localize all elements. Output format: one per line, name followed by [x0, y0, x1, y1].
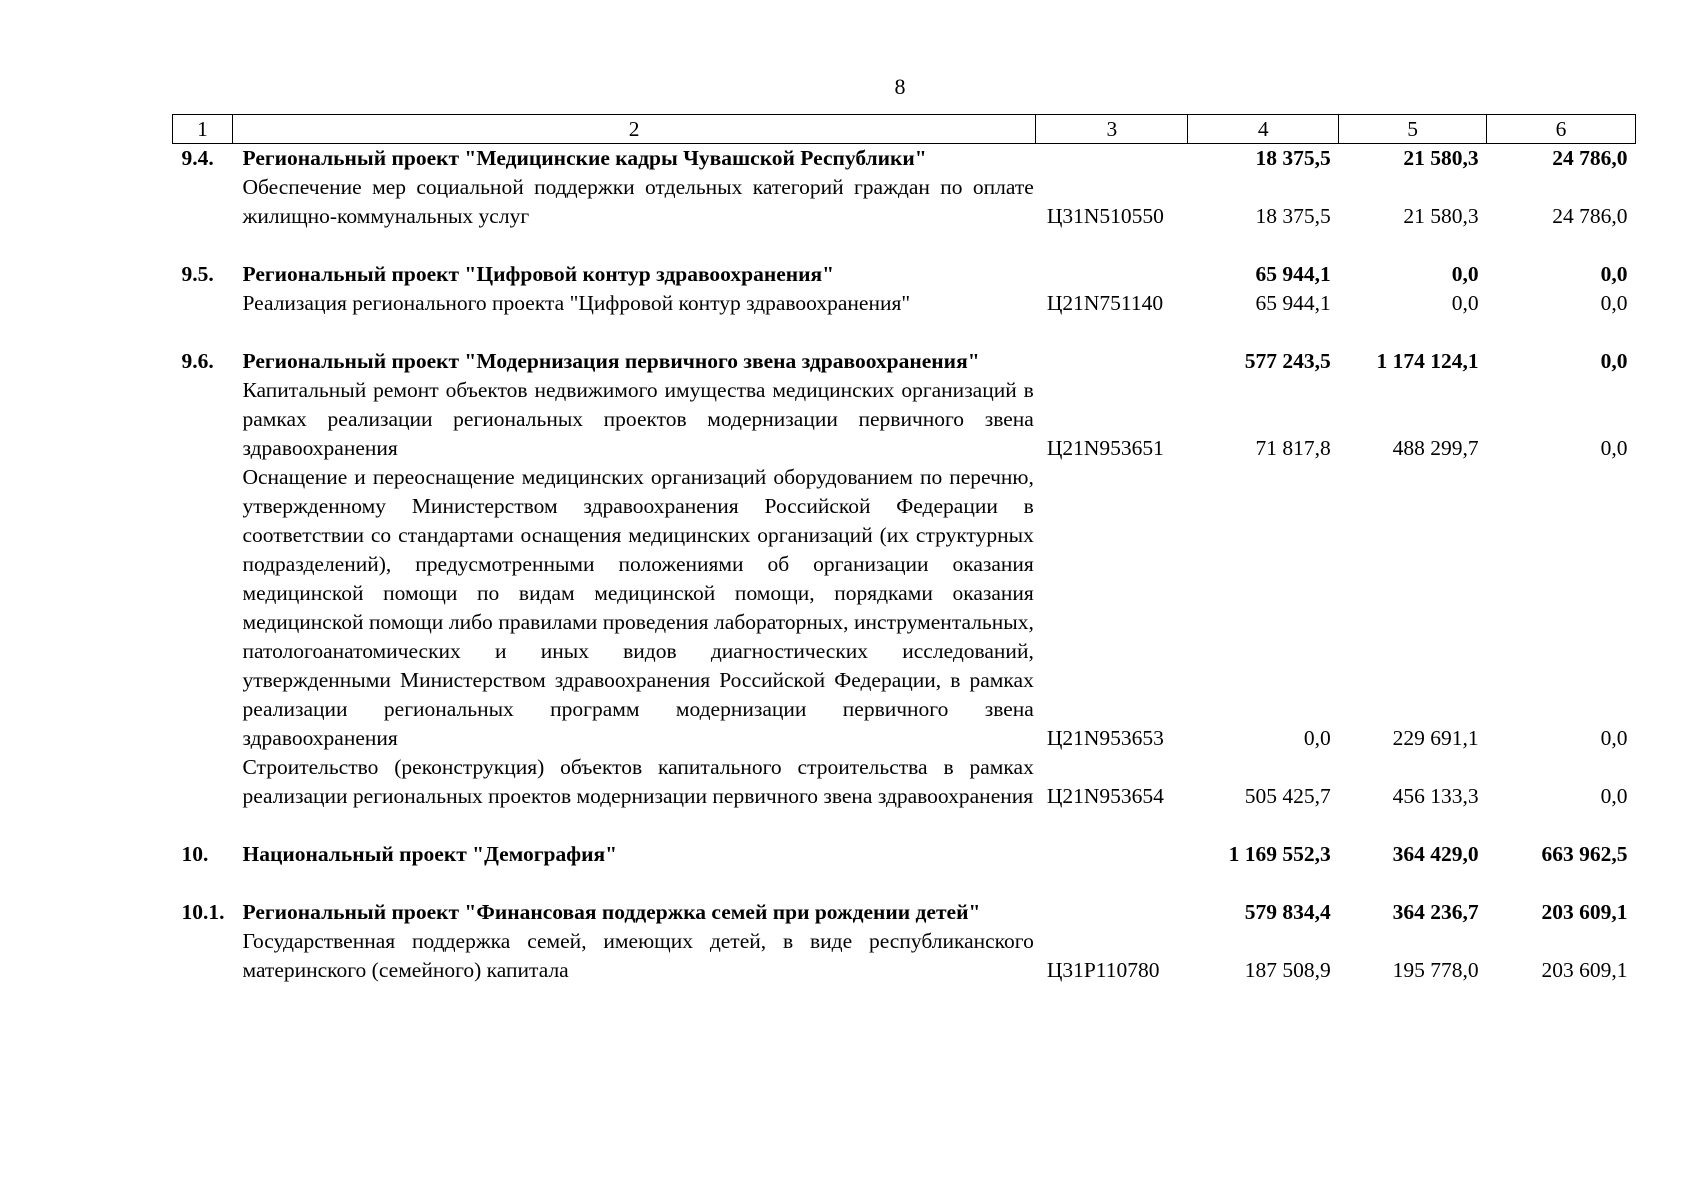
amount-col5: 488 299,7	[1392, 436, 1479, 460]
amount-col6: 203 609,1	[1541, 900, 1628, 924]
amount-col4: 577 243,5	[1244, 349, 1331, 373]
amount-col6: 24 786,0	[1552, 204, 1628, 228]
row-index	[173, 927, 233, 985]
amount-col4: 18 375,5	[1255, 146, 1331, 170]
table-body	[173, 144, 1636, 986]
section-row	[173, 144, 1636, 174]
section-row	[173, 840, 1636, 869]
amount-col5: 21 580,3	[1403, 146, 1479, 170]
amount-col5: 364 429,0	[1392, 842, 1479, 866]
row-index: 10.1.	[181, 900, 225, 924]
amount-col4: 65 944,1	[1255, 262, 1331, 286]
amount-col4: 65 944,1	[1255, 291, 1331, 315]
column-header: 4	[1188, 115, 1339, 144]
budget-code	[1036, 144, 1188, 174]
row-description: Региональный проект "Медицинские кадры Чувашской Республики"	[242, 146, 927, 170]
column-header: 5	[1339, 115, 1487, 144]
column-header: 2	[232, 115, 1035, 144]
amount-col4: 18 375,5	[1255, 204, 1331, 228]
amount-col5: 21 580,3	[1403, 204, 1479, 228]
spacer-cell	[173, 869, 1636, 898]
spacer-cell	[173, 811, 1636, 840]
amount-col5: 0,0	[1451, 291, 1479, 315]
budget-code	[1036, 840, 1188, 869]
spacer-cell	[173, 231, 1636, 260]
amount-col6: 0,0	[1600, 262, 1628, 286]
item-row	[173, 173, 1636, 231]
amount-col5: 195 778,0	[1392, 958, 1479, 982]
budget-code: Ц21N953654	[1046, 784, 1164, 808]
budget-code: Ц21N751140	[1046, 291, 1164, 315]
row-description: Национальный проект "Демография"	[242, 842, 618, 866]
amount-col6: 0,0	[1600, 726, 1628, 750]
row-index	[173, 753, 233, 811]
amount-col5: 456 133,3	[1392, 784, 1479, 808]
row-index: 10.	[181, 842, 209, 866]
row-description: Региональный проект "Цифровой контур здравоохранения"	[242, 262, 835, 286]
table-header	[173, 115, 1636, 144]
amount-col6: 0,0	[1600, 784, 1628, 808]
row-description: Региональный проект "Финансовая поддержка семей при рождении детей"	[242, 900, 981, 924]
section-row	[173, 898, 1636, 927]
row-index: 9.5.	[181, 262, 214, 286]
amount-col4: 505 425,7	[1244, 784, 1331, 808]
row-index: 9.6.	[181, 349, 214, 373]
item-row	[173, 753, 1636, 811]
row-index	[173, 376, 233, 463]
row-index	[173, 463, 233, 753]
page-number: 8	[894, 74, 906, 99]
amount-col6: 663 962,5	[1541, 842, 1628, 866]
amount-col5: 1 174 124,1	[1376, 349, 1479, 373]
section-row	[173, 260, 1636, 289]
amount-col6: 0,0	[1600, 349, 1628, 373]
spacer-row	[173, 869, 1636, 898]
row-description: Обеспечение мер социальной поддержки отдельных категорий граждан по оплате жилищно-коммунальных услуг	[242, 175, 1034, 228]
row-index: 9.4.	[181, 146, 214, 170]
budget-code: Ц31P110780	[1046, 958, 1160, 982]
amount-col6: 0,0	[1600, 436, 1628, 460]
spacer-row	[173, 811, 1636, 840]
spacer-row	[173, 318, 1636, 347]
row-description: Региональный проект "Модернизация первичного звена здравоохранения"	[242, 349, 980, 373]
amount-col4: 71 817,8	[1255, 436, 1331, 460]
budget-table	[172, 114, 1636, 985]
column-number-row	[173, 115, 1636, 144]
amount-col4: 187 508,9	[1244, 958, 1331, 982]
budget-code: Ц31N510550	[1046, 204, 1164, 228]
row-description: Государственная поддержка семей, имеющих детей, в виде республиканского материнского (семейного) капитала	[242, 929, 1034, 982]
item-row	[173, 289, 1636, 318]
item-row	[173, 463, 1636, 753]
section-row	[173, 347, 1636, 376]
row-description: Оснащение и переоснащение медицинских организаций оборудованием по перечню, утвержденному Министерством здравоохранения Российской Федерации в соответствии со стандартами оснащения медицинских организаций (их структурных подразделений), предусмотренными положениями об организации оказания медицинской помощи по видам медицинской помощи, порядками оказания медицинской помощи либо правилами проведения лабораторных, инструментальных, патологоанатомических и иных видов диагностических исследований, утвержденными Министерством здравоохранения Российской Федерации, в рамках реализации региональных программ модернизации первичного звена здравоохранения	[242, 465, 1034, 750]
row-description: Реализация регионального проекта "Цифровой контур здравоохранения"	[242, 291, 911, 315]
amount-col5: 229 691,1	[1392, 726, 1479, 750]
amount-col5: 364 236,7	[1392, 900, 1479, 924]
amount-col6: 203 609,1	[1541, 958, 1628, 982]
budget-code: Ц21N953653	[1046, 726, 1164, 750]
budget-code	[1036, 347, 1188, 376]
amount-col4: 0,0	[1303, 726, 1331, 750]
row-description: Капитальный ремонт объектов недвижимого имущества медицинских организаций в рамках реализации региональных проектов модернизации первичного звена здравоохранения	[242, 378, 1034, 460]
amount-col6: 0,0	[1600, 291, 1628, 315]
amount-col4: 579 834,4	[1244, 900, 1331, 924]
row-index	[173, 289, 233, 318]
budget-code	[1036, 898, 1188, 927]
amount-col5: 0,0	[1451, 262, 1479, 286]
spacer-row	[173, 231, 1636, 260]
column-header: 6	[1487, 115, 1636, 144]
amount-col4: 1 169 552,3	[1228, 842, 1331, 866]
column-header: 3	[1036, 115, 1188, 144]
spacer-cell	[173, 318, 1636, 347]
item-row	[173, 927, 1636, 985]
row-index	[173, 173, 233, 231]
budget-code: Ц21N953651	[1046, 436, 1164, 460]
row-description: Строительство (реконструкция) объектов капитального строительства в рамках реализации региональных проектов модернизации первичного звена здравоохранения	[242, 755, 1034, 808]
amount-col6: 24 786,0	[1552, 146, 1628, 170]
budget-code	[1036, 260, 1188, 289]
item-row	[173, 376, 1636, 463]
column-header: 1	[173, 115, 233, 144]
